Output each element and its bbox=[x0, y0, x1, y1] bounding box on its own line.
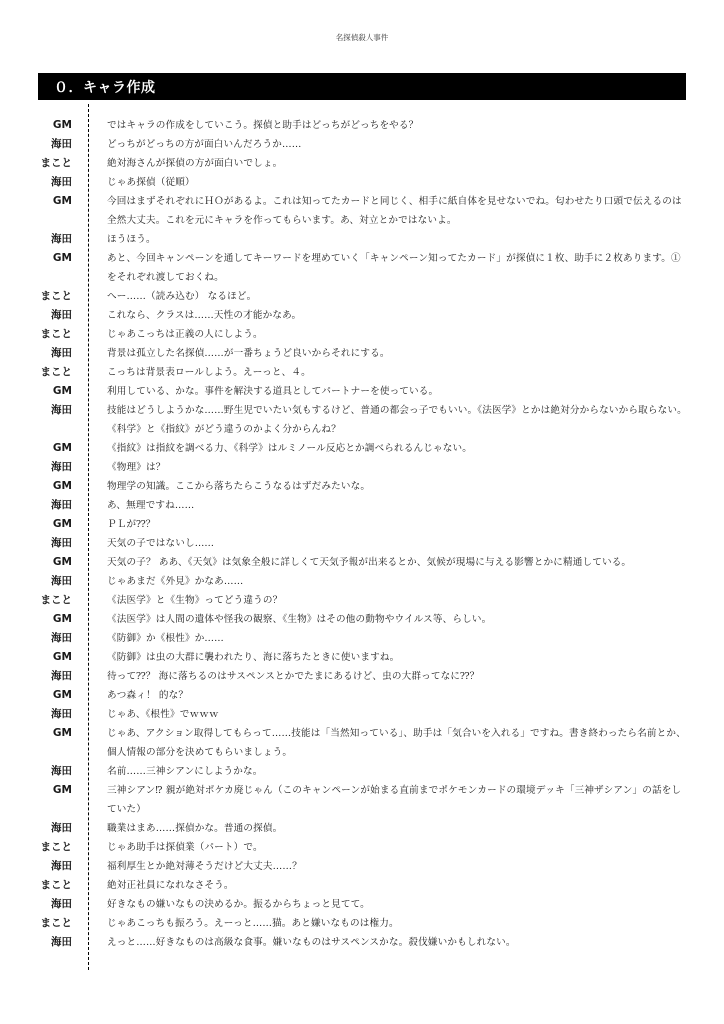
speaker-name: 海田 bbox=[51, 233, 72, 245]
document-header: 名探偵殺人事件 bbox=[335, 33, 389, 42]
dialogue-row bbox=[0, 933, 724, 952]
dialogue-row bbox=[0, 838, 724, 857]
dialogue-text: 好きなもの嫌いなもの決めるか。振るからちょっと見てて。 bbox=[107, 899, 370, 910]
speaker-name: まこと bbox=[40, 366, 72, 378]
dialogue-row bbox=[0, 363, 724, 382]
dialogue-row bbox=[0, 344, 724, 363]
dialogue-row bbox=[0, 705, 724, 724]
dialogue-text: じゃあまだ《外見》かなあ…… bbox=[107, 576, 244, 587]
speaker-name: 海田 bbox=[51, 670, 72, 682]
dialogue-row bbox=[0, 230, 724, 249]
dialogue-row bbox=[0, 629, 724, 648]
speaker-name: 海田 bbox=[51, 822, 72, 834]
dialogue-text: あつ森ィ！ 的な？ bbox=[107, 690, 189, 701]
dialogue-text: へー……（読み込む） なるほど。 bbox=[107, 291, 257, 302]
dialogue-text: 今回はまずそれぞれにＨＯがあるよ。これは知ってたカードと同じく、相手に紙自体を見せないでね。匂わせたり口頭で伝えるのは全然大丈夫。これを元にキャラを作ってもらいます。あ、対立とかではないよ。 bbox=[107, 196, 682, 226]
dialogue-text: 絶対海さんが探偵の方が面白いでしょ。 bbox=[107, 158, 283, 169]
dialogue-row bbox=[0, 192, 724, 230]
dialogue-text: 天気の子ではないし…… bbox=[107, 538, 215, 549]
dialogue-row bbox=[0, 496, 724, 515]
dialogue-text: これなら、クラスは……天性の才能かなあ。 bbox=[107, 310, 302, 321]
speaker-name: GM bbox=[52, 119, 72, 131]
dialogue-text: 技能はどうしようかな……野生児でいたい気もするけど、普通の都会っ子でもいい。《法医学》とかは絶対分からないから取らない。《科学》と《指紋》がどう違うのかよく分からんね？ bbox=[107, 405, 687, 435]
speaker-name: GM bbox=[52, 442, 72, 454]
dialogue-text: 待って⁇？ 海に落ちるのはサスペンスとかでたまにあるけど、虫の大群ってなに⁇？ bbox=[107, 671, 480, 682]
dialogue-row bbox=[0, 534, 724, 553]
dialogue-text: 《防御》か《根性》か…… bbox=[107, 633, 224, 644]
dialogue-text: 《法医学》は人間の遺体や怪我の観察、《生物》はその他の動物やウイルス等、らしい。 bbox=[107, 614, 492, 625]
dialogue-row bbox=[0, 572, 724, 591]
dialogue-row bbox=[0, 477, 724, 496]
speaker-name: GM bbox=[52, 195, 72, 207]
dialogue-text: 利用している、かな。事件を解決する道具としてパートナーを使っている。 bbox=[107, 386, 439, 397]
dialogue-row bbox=[0, 686, 724, 705]
speaker-name: GM bbox=[52, 727, 72, 739]
speaker-name: GM bbox=[52, 689, 72, 701]
dialogue-row bbox=[0, 135, 724, 154]
speaker-name: 海田 bbox=[51, 138, 72, 150]
speaker-name: 海田 bbox=[51, 537, 72, 549]
dialogue-text: ではキャラの作成をしていこう。探偵と助手はどっちがどっちをやる？ bbox=[107, 120, 419, 131]
speaker-name: 海田 bbox=[51, 860, 72, 872]
speaker-name: 海田 bbox=[51, 176, 72, 188]
speaker-name: まこと bbox=[40, 594, 72, 606]
dialogue-row bbox=[0, 116, 724, 135]
dialogue-text: 名前……三神シアンにしようかな。 bbox=[107, 766, 263, 777]
dialogue-text: どっちがどっちの方が面白いんだろうか…… bbox=[107, 139, 302, 150]
dialogue-row bbox=[0, 914, 724, 933]
speaker-name: GM bbox=[52, 556, 72, 568]
speaker-name: GM bbox=[52, 385, 72, 397]
dialogue-row bbox=[0, 667, 724, 686]
speaker-name: 海田 bbox=[51, 632, 72, 644]
speaker-name: まこと bbox=[40, 290, 72, 302]
dialogue-text: あと、今回キャンペーンを通してキーワードを埋めていく「キャンペーン知ってたカード」が探偵に１枚、助手に２枚あります。①をそれぞれ渡しておくね。 bbox=[107, 253, 681, 283]
dialogue-row bbox=[0, 648, 724, 667]
transcript bbox=[0, 116, 724, 952]
dialogue-text: 福利厚生とか絶対薄そうだけど大丈夫……？ bbox=[107, 861, 302, 872]
speaker-name: まこと bbox=[40, 841, 72, 853]
dialogue-row bbox=[0, 287, 724, 306]
speaker-name: 海田 bbox=[51, 461, 72, 473]
dialogue-text: 背景は孤立した名探偵……が一番ちょうど良いからそれにする。 bbox=[107, 348, 390, 359]
speaker-name: 海田 bbox=[51, 765, 72, 777]
speaker-name: 海田 bbox=[51, 404, 72, 416]
dialogue-text: あ、無理ですね…… bbox=[107, 500, 195, 511]
dialogue-row bbox=[0, 553, 724, 572]
speaker-name: まこと bbox=[40, 917, 72, 929]
dialogue-row bbox=[0, 781, 724, 819]
speaker-name: GM bbox=[52, 480, 72, 492]
dialogue-row bbox=[0, 306, 724, 325]
dialogue-text: 絶対正社員になれなさそう。 bbox=[107, 880, 234, 891]
dialogue-text: 職業はまあ……探偵かな。普通の探偵。 bbox=[107, 823, 283, 834]
dialogue-text: こっちは背景表ロールしよう。えーっと、４。 bbox=[107, 367, 311, 378]
dialogue-row bbox=[0, 439, 724, 458]
dialogue-text: じゃあ、《根性》でｗｗｗ bbox=[107, 709, 219, 720]
dialogue-row bbox=[0, 249, 724, 287]
dialogue-text: 三神シアン⁉ 親が絶対ポケカ廃じゃん（このキャンペーンが始まる直前までポケモンカードの環境デッキ「三神ザシアン」の話をしていた） bbox=[107, 785, 682, 815]
speaker-name: GM bbox=[52, 613, 72, 625]
dialogue-row bbox=[0, 895, 724, 914]
dialogue-row bbox=[0, 458, 724, 477]
dialogue-row bbox=[0, 724, 724, 762]
speaker-name: まこと bbox=[40, 157, 72, 169]
speaker-name: 海田 bbox=[51, 499, 72, 511]
dialogue-text: えっと……好きなものは高級な食事。嫌いなものはサスペンスかな。殺伐嫌いかもしれない。 bbox=[107, 937, 516, 948]
speaker-name: まこと bbox=[40, 328, 72, 340]
dialogue-row bbox=[0, 819, 724, 838]
speaker-name: 海田 bbox=[51, 309, 72, 321]
dialogue-text: じゃあこっちは正義の人にしよう。 bbox=[107, 329, 263, 340]
dialogue-text: 《指紋》は指紋を調べる力、《科学》はルミノール反応とか調べられるんじゃない。 bbox=[107, 443, 472, 454]
dialogue-text: ＰＬが⁇？ bbox=[107, 519, 156, 530]
dialogue-text: 《法医学》と《生物》ってどう違うの？ bbox=[107, 595, 283, 606]
speaker-name: GM bbox=[52, 784, 72, 796]
dialogue-row bbox=[0, 173, 724, 192]
dialogue-text: じゃあ、アクション取得してもらって……技能は「当然知っている」、助手は「気合いを入れる」ですね。書き終わったら名前とか、個人情報の部分を決めてもらいましょう。 bbox=[107, 728, 686, 758]
dialogue-row bbox=[0, 382, 724, 401]
dialogue-text: 《物理》は？ bbox=[107, 462, 166, 473]
speaker-name: 海田 bbox=[51, 898, 72, 910]
speaker-name: 海田 bbox=[51, 347, 72, 359]
dialogue-row bbox=[0, 154, 724, 173]
speaker-name: 海田 bbox=[51, 708, 72, 720]
speaker-name: まこと bbox=[40, 879, 72, 891]
dialogue-text: じゃあ探偵（従順） bbox=[107, 177, 195, 188]
dialogue-text: じゃあこっちも振ろう。えーっと……猫。あと嫌いなものは権力。 bbox=[107, 918, 399, 929]
speaker-name: 海田 bbox=[51, 936, 72, 948]
speaker-name: 海田 bbox=[51, 575, 72, 587]
dialogue-row bbox=[0, 857, 724, 876]
section-heading-bar bbox=[38, 73, 686, 100]
dialogue-text: じゃあ助手は探偵業（パート）で。 bbox=[107, 842, 263, 853]
dialogue-row bbox=[0, 876, 724, 895]
dialogue-row bbox=[0, 401, 724, 439]
dialogue-row bbox=[0, 325, 724, 344]
dialogue-row bbox=[0, 591, 724, 610]
dialogue-text: 《防御》は虫の大群に襲われたり、海に落ちたときに使いますね。 bbox=[107, 652, 400, 663]
dialogue-text: ほうほう。 bbox=[107, 234, 156, 245]
dialogue-row bbox=[0, 610, 724, 629]
dialogue-text: 天気の子？ ああ、《天気》は気象全般に詳しくて天気予報が出来るとか、気候が現場に与える影響とかに精通している。 bbox=[107, 557, 632, 568]
dialogue-row bbox=[0, 515, 724, 534]
speaker-name: GM bbox=[52, 518, 72, 530]
speaker-name: GM bbox=[52, 252, 72, 264]
speaker-name: GM bbox=[52, 651, 72, 663]
section-title: ０．キャラ作成 bbox=[54, 80, 156, 96]
dialogue-text: 物理学の知識。ここから落ちたらこうなるはずだみたいな。 bbox=[107, 481, 371, 492]
dialogue-row bbox=[0, 762, 724, 781]
